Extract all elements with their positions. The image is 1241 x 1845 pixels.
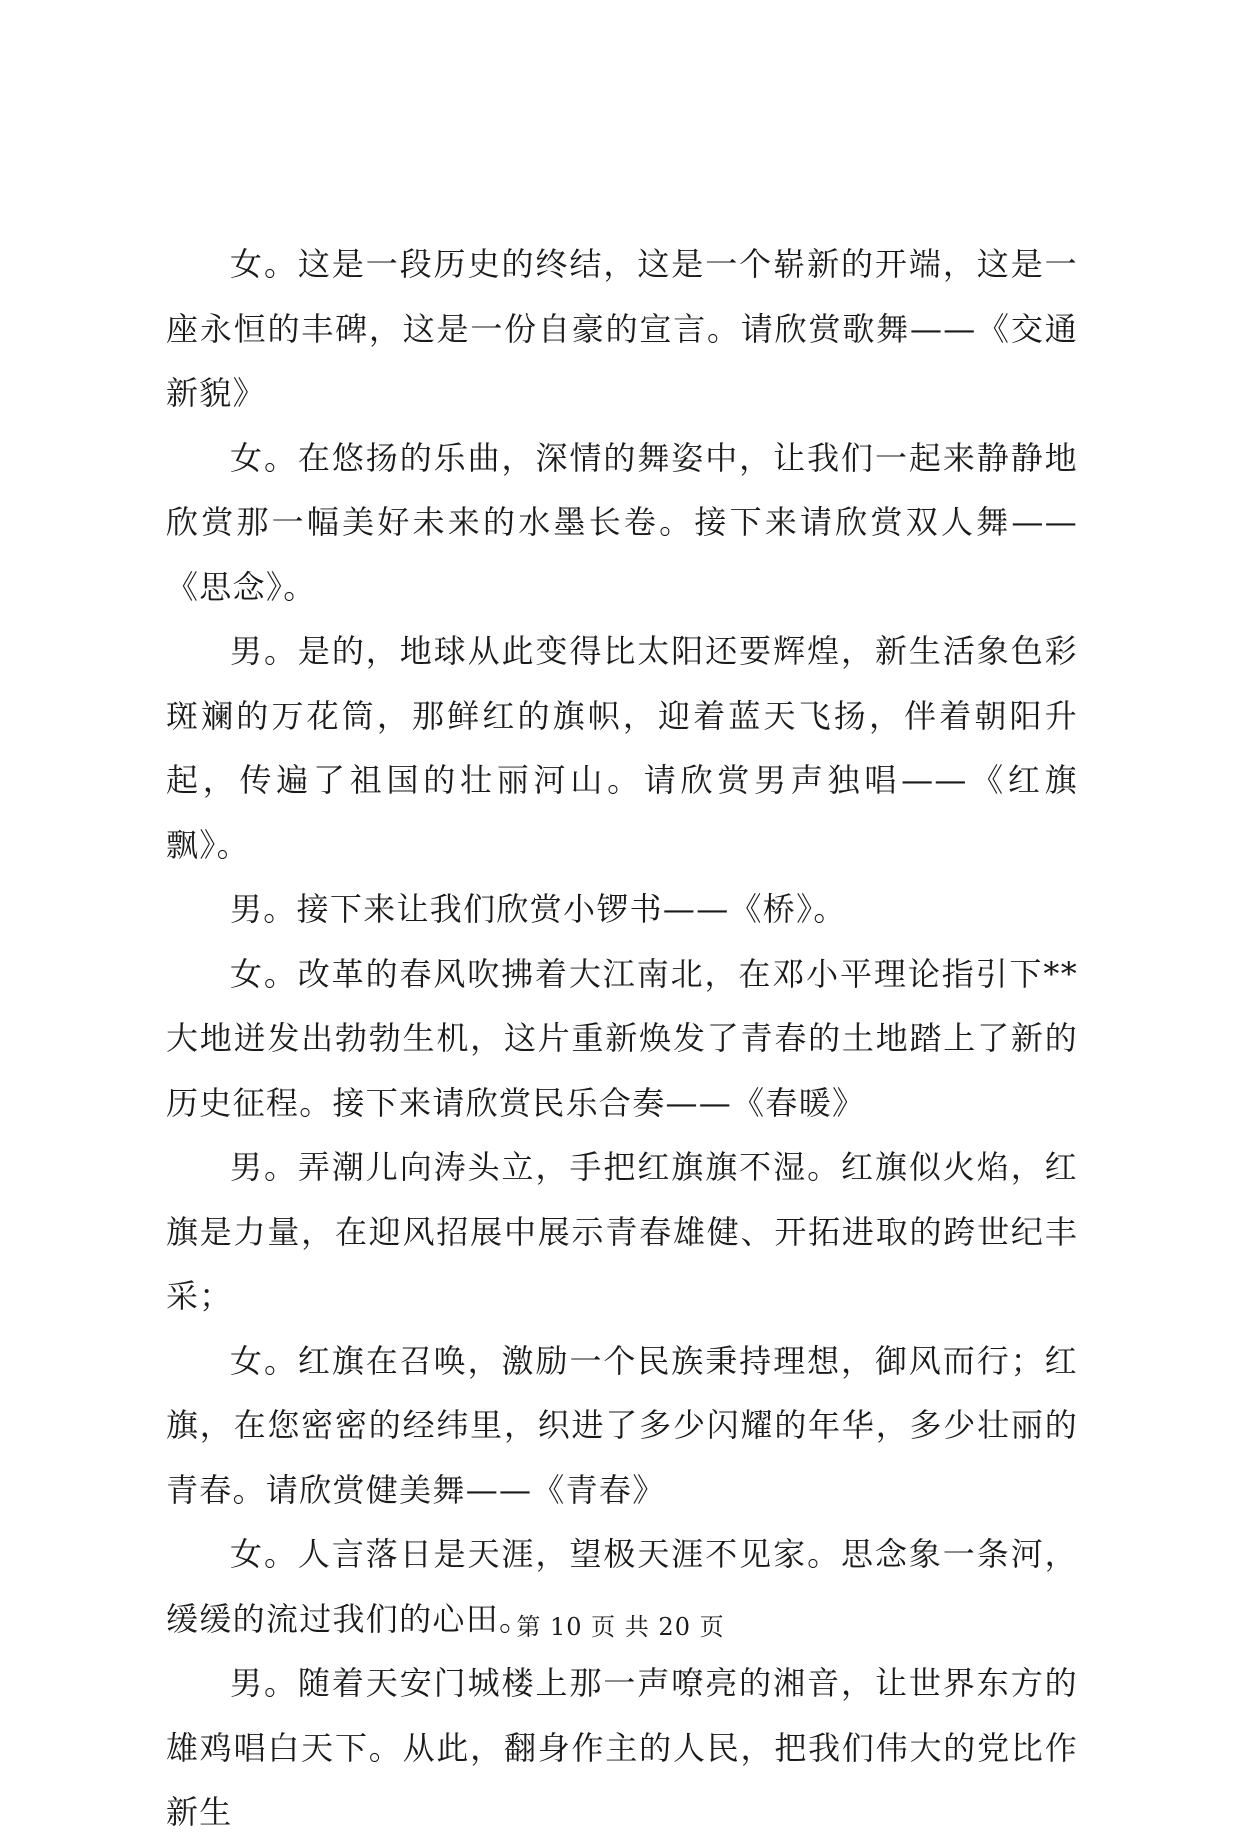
paragraph: 女。改革的春风吹拂着大江南北，在邓小平理论指引下**大地迸发出勃勃生机，这片重新焕发了青春的土地踏上了新的历史征程。接下来请欣赏民乐合奏——《春暖》 bbox=[166, 954, 1078, 1122]
paragraph: 男。接下来让我们欣赏小锣书——《桥》。 bbox=[230, 890, 847, 928]
paragraph: 男。是的，地球从此变得比太阳还要辉煌，新生活象色彩斑斓的万花筒，那鲜红的旗帜，迎着蓝天飞扬，伴着朝阳升起，传遍了祖国的壮丽河山。请欣赏男声独唱——《红旗飘》。 bbox=[166, 632, 1078, 864]
document-body bbox=[166, 232, 1078, 1845]
paragraph: 女。红旗在召唤，激励一个民族秉持理想，御风而行；红旗，在您密密的经纬里，织进了多少闪耀的年华，多少壮丽的青春。请欣赏健美舞——《青春》 bbox=[166, 1341, 1078, 1509]
paragraph: 女。人言落日是天涯，望极天涯不见家。思念象一条河，缓缓的流过我们的心田。 bbox=[166, 1535, 1078, 1638]
paragraph: 男。随着天安门城楼上那一声嘹亮的湘音，让世界东方的雄鸡唱白天下。从此，翻身作主的人民，把我们伟大的党比作新生 bbox=[166, 1664, 1078, 1831]
paragraph: 男。弄潮儿向涛头立，手把红旗旗不湿。红旗似火焰，红旗是力量，在迎风招展中展示青春雄健、开拓进取的跨世纪丰采； bbox=[166, 1148, 1078, 1315]
paragraph: 女。在悠扬的乐曲，深情的舞姿中，让我们一起来静静地欣赏那一幅美好未来的水墨长卷。接下来请欣赏双人舞——《思念》。 bbox=[166, 438, 1078, 606]
page-number-footer: 第 10 页 共 20 页 bbox=[516, 1613, 725, 1641]
paragraph: 女。这是一段历史的终结，这是一个崭新的开端，这是一座永恒的丰碑，这是一份自豪的宣言。请欣赏歌舞——《交通新貌》 bbox=[166, 245, 1078, 412]
